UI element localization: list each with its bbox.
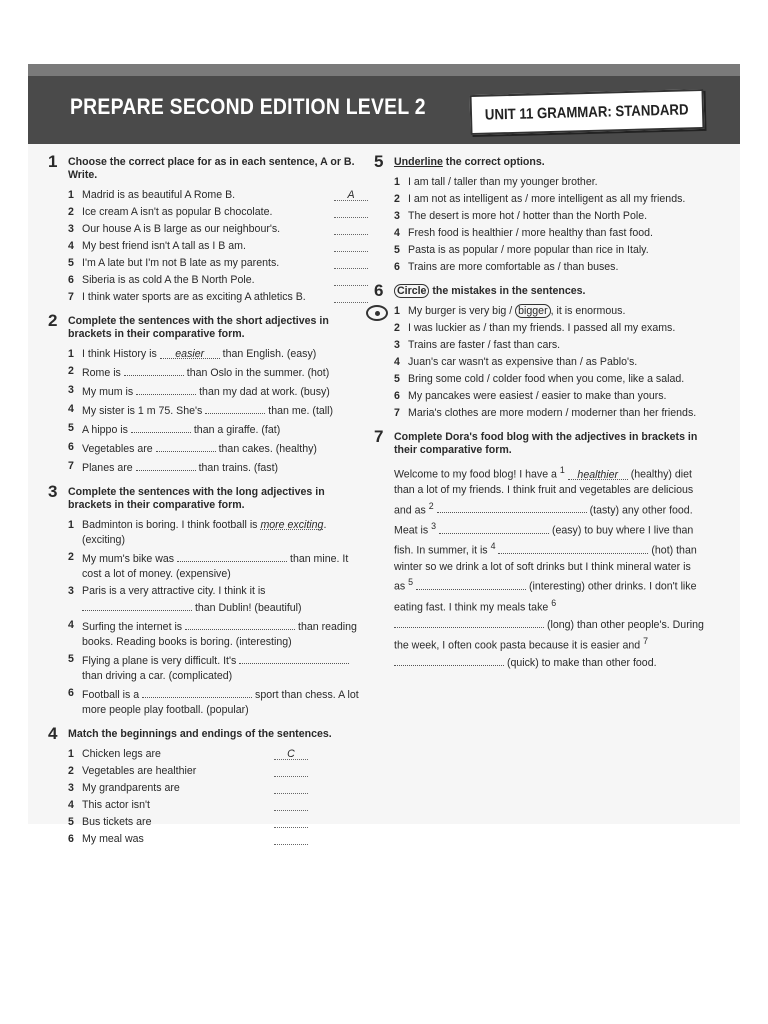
answer-blank[interactable]: easier [160,347,220,359]
answer-blank[interactable] [394,616,544,628]
exercise-5 [374,152,704,275]
exercise-number: 5 [374,152,384,171]
banner-stripe [28,64,740,76]
list-item: 5 I'm A late but I'm not B late as my parents. [68,256,368,271]
exercise-7 [374,427,704,671]
exercise-4 [48,724,368,847]
list-item: 6 My pancakes were easiest / easier to make than yours. [394,390,667,402]
answer-blank[interactable] [177,550,287,562]
list-item: 6 Vegetables are than cakes. (healthy) [68,441,317,455]
list-item: 5 Pasta is as popular / more popular than rice in Italy. [394,244,649,256]
answer-blank[interactable]: C [274,747,308,760]
exercise-items [394,175,704,275]
list-item: 1 Chicken legs are C [68,747,308,762]
answer-blank[interactable] [136,459,196,471]
list-item: 4 Fresh food is healthier / more healthy than fast food. [394,227,653,239]
exercise-number: 4 [48,724,58,743]
answer-blank[interactable] [437,501,587,513]
list-item: 2 My mum's bike was than mine. It cost a lot of money. (expensive) [68,551,349,580]
list-item: 7 Planes are than trains. (fast) [68,460,279,474]
exercise-items [68,518,368,718]
answer-blank[interactable] [156,440,216,452]
list-item: 2 I am not as intelligent as / more intelligent as all my friends. [394,193,686,205]
exercise-items [68,747,308,847]
exercise-number: 2 [48,311,58,330]
answer-blank[interactable]: healthier [568,468,628,480]
list-item: 1 Madrid is as beautiful A Rome B. A [68,188,368,203]
answer-blank[interactable] [334,256,368,269]
list-item: 3 Paris is a very attractive city. I think it is than Dublin! (beautiful) [68,585,302,614]
answer-blank[interactable] [334,290,368,303]
list-item: 5 Bring some cold / colder food when you come, like a salad. [394,373,685,385]
list-item: 3 Our house A is B large as our neighbour's. [68,222,368,237]
list-item: 1 Badminton is boring. I think football is more exciting. (exciting) [68,519,327,546]
exercise-instruction: Circle the mistakes in the sentences. [394,285,704,298]
exercise-items [68,188,368,305]
answer-blank[interactable] [334,205,368,218]
exercise-1 [48,152,368,305]
list-item: 7 I think water sports are as exciting A athletics B. [68,290,368,305]
list-item: 4 Surfing the internet is than reading books. Reading books is boring. (interesting) [68,619,357,648]
list-item: 2 Ice cream A isn't as popular B chocolate. [68,205,368,220]
answer-blank[interactable] [334,273,368,286]
answer-blank[interactable] [498,542,648,554]
list-item: 3 My grandparents are [68,781,308,796]
exercise-number: 7 [374,427,384,446]
answer-blank[interactable] [82,599,192,611]
list-item: 6 Football is a sport than chess. A lot more people play football. (popular) [68,687,359,716]
list-item: 3 The desert is more hot / hotter than the North Pole. [394,210,648,222]
circled-answer[interactable]: bigger [515,304,550,318]
answer-blank[interactable] [274,798,308,811]
answer-blank[interactable] [185,618,295,630]
exercise-number: 6 [374,281,384,300]
list-item: 5 Bus tickets are [68,815,308,830]
right-column [374,152,704,681]
list-item: 6 My meal was [68,832,308,847]
answer-blank[interactable]: more exciting [260,519,324,531]
list-item: 2 I was luckier as / than my friends. I passed all my exams. [394,322,676,334]
answer-blank[interactable] [334,222,368,235]
exercise-number: 3 [48,482,58,501]
list-item: 2 Rome is than Oslo in the summer. (hot) [68,365,330,379]
answer-blank[interactable] [274,832,308,845]
answer-blank[interactable]: A [334,188,368,201]
page-title: PREPARE SECOND EDITION LEVEL 2 [70,94,426,119]
left-column [48,152,368,857]
answer-blank[interactable] [394,654,504,666]
list-item: 7 Maria's clothes are more modern / moderner than her friends. [394,407,697,419]
exercise-instruction: Underline the correct options. [394,156,545,168]
answer-blank[interactable] [274,764,308,777]
list-item: 6 Trains are more comfortable as / than buses. [394,261,619,273]
list-item: 4 This actor isn't [68,798,308,813]
food-blog-text: Welcome to my food blog! I have a $^1$ healthier (healthy) diet than a lot of my friends. I think fruit and vegetables are delicious and as $^2$ (tasty) any other food. Meat is $^3$ (easy) to buy where I live than fish. In summer, it is $^4$ (hot) than winter so we drink a lot of soft drinks but I think mineral water is as $^5$ (interesting) other drinks. I don't like eating fast. I think my meals take $^6$ (long) than other people's. During the week, I often cook pasta because it is easier and $^7$ (quick) to make than other food. [394,465,704,669]
exercise-6 [374,281,704,421]
answer-blank[interactable] [142,686,252,698]
list-item: 4 Juan's car wasn't as expensive than / as Pablo's. [394,356,638,368]
answer-blank[interactable] [205,402,265,414]
list-item: 2 Vegetables are healthier [68,764,308,779]
answer-blank[interactable] [124,364,184,376]
exercise-instruction: Complete Dora's food blog with the adjectives in brackets in their comparative form. [394,431,698,456]
exercise-instruction: Choose the correct place for as in each sentence, A or B. Write. [68,156,355,181]
list-item: 3 My mum is than my dad at work. (busy) [68,384,330,398]
list-item: 5 A hippo is than a giraffe. (fat) [68,422,281,436]
answer-blank[interactable] [131,421,191,433]
eye-icon [366,305,388,321]
list-item: 4 My sister is 1 m 75. She's than me. (tall) [68,403,334,417]
list-item: 1 I am tall / taller than my younger brother. [394,176,598,188]
list-item: 6 Siberia is as cold A the B North Pole. [68,273,368,288]
unit-label: UNIT 11 GRAMMAR: STANDARD [485,100,690,124]
exercise-instruction: Complete the sentences with the long adjectives in brackets in their comparative form. [68,486,325,511]
unit-label-box [470,89,705,135]
list-item: 3 Trains are faster / fast than cars. [394,339,561,351]
answer-blank[interactable] [239,652,349,664]
exercise-instruction: Match the beginnings and endings of the sentences. [68,728,332,740]
answer-blank[interactable] [136,383,196,395]
answer-blank[interactable] [439,522,549,534]
list-item: 5 Flying a plane is very difficult. It's than driving a car. (complicated) [68,652,368,684]
answer-blank[interactable] [334,239,368,252]
exercise-3 [48,482,368,718]
answer-blank[interactable] [274,781,308,794]
exercise-instruction: Complete the sentences with the short adjectives in brackets in their comparative form. [68,315,329,340]
list-item: 4 My best friend isn't A tall as I B am. [68,239,368,254]
answer-blank[interactable] [416,578,526,590]
exercise-2 [48,311,368,476]
exercise-number: 1 [48,152,58,171]
list-item: 1 My burger is very big / bigger , it is enormous. [394,305,626,317]
exercise-items [394,304,704,421]
answer-blank[interactable] [274,815,308,828]
list-item: 1 I think History is easier than English. (easy) [68,348,317,360]
exercise-items [68,347,368,476]
